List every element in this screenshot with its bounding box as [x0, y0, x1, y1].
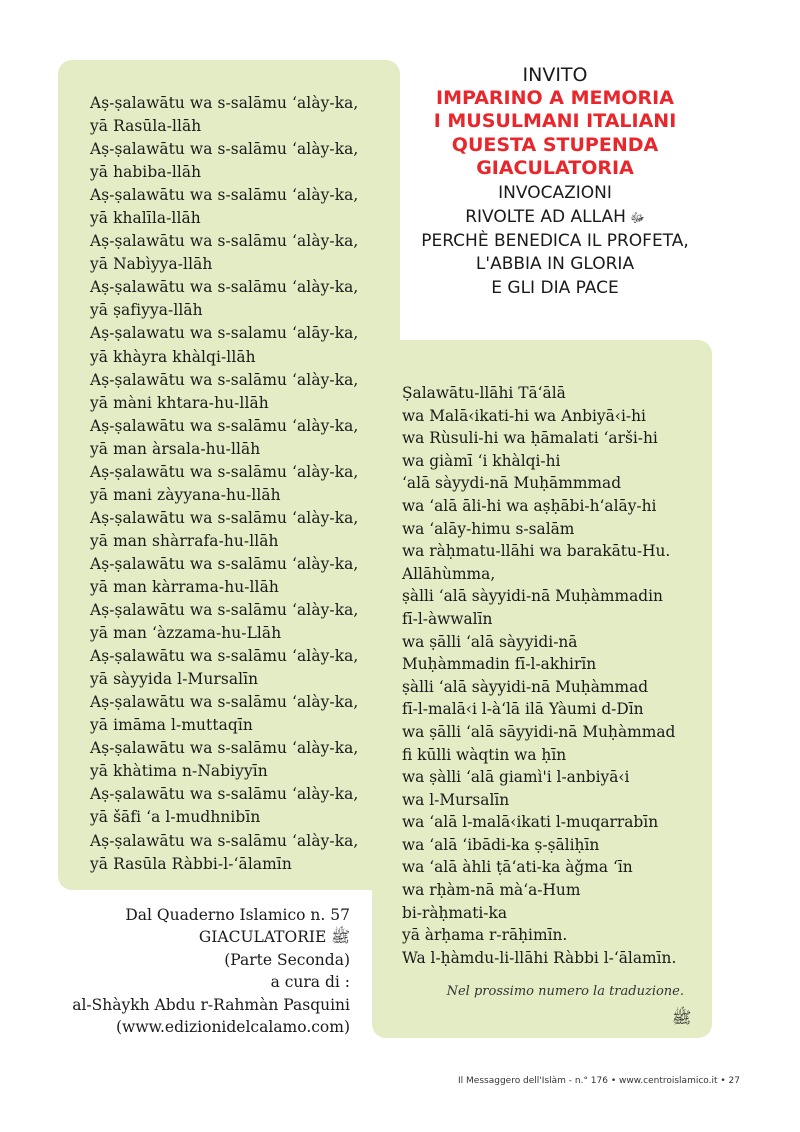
credit-line: GIACULATORIE ﷺ [198, 928, 350, 947]
prayer-line: bi-ràḥmati-ka [402, 903, 507, 922]
headline-line: I MUSULMANI ITALIANI [433, 110, 677, 133]
prayer-line: ṣàlli ʻalā sàyyidi-nā Muḥàmmad [402, 677, 649, 696]
prayer-line: yā mani zàyyana-hu-llāh [90, 485, 281, 504]
prayer-line: wa giàmī ʻi khàlqi-hi [402, 451, 561, 470]
prayer-line: wa ṣālli ʻalā sàyyidi-nā [402, 632, 578, 651]
prayer-line: wa Rùsuli-hi wa ḥāmalati ʻarši-hi [402, 429, 658, 448]
prayer-line: Aṣ-ṣalawātu wa s-salāmu ʻalày-ka, [90, 140, 359, 159]
prayer-line: yā man kàrrama-hu-llāh [90, 577, 279, 596]
credit-line: Dal Quaderno Islamico n. 57 [125, 906, 350, 924]
prayer-line: yā imāma l-muttaqīn [90, 716, 253, 735]
prayer-line: fi kūlli wàqtin wa ḥīn [402, 745, 567, 764]
prayer-line: Allāhùmma, [402, 564, 496, 583]
prayer-line: Aṣ-ṣalawatu wa s-salamu ʻalāy-ka, [90, 324, 359, 343]
prayer-line: fī-l-àwwalīn [402, 609, 493, 628]
credit-line: (Parte Seconda) [224, 950, 350, 969]
prayer-line: wa Malā‹ikati-hi wa Anbiyā‹i-hi [402, 406, 646, 425]
honorific-glyph: ﷺ [672, 1008, 692, 1027]
prayer-line: yā màni khtara-hu-llāh [90, 393, 269, 412]
subtitle [400, 182, 710, 300]
credit-line: (www.edizionidelcalamo.com) [116, 1018, 350, 1037]
prayer-line: yā šāfi ʻa l-mudhnibīn [90, 808, 261, 827]
credit-line: al-Shàykh Abdu r-Rahmàn Pasquini [72, 995, 350, 1014]
prayer-line: Aṣ-ṣalawātu wa s-salāmu ʻalày-ka, [90, 508, 359, 527]
prayer-line: wa ʻalā ʻibādi-ka ṣ-ṣāliḥīn [402, 835, 600, 854]
prayer-line: wa ṣàlli ʻalā giamì'i l-anbiyā‹i [402, 768, 630, 787]
subtitle-line: E GLI DIA PACE [491, 277, 619, 298]
prayer-line: yā Nabìyya-llāh [90, 255, 213, 274]
headline-line: IMPARINO A MEMORIA [436, 87, 674, 109]
prayer-line: wa ràḥmatu-llāhi wa barakātu-Hu. [402, 542, 671, 561]
invitation-header [400, 64, 710, 300]
prayer-line: Aṣ-ṣalawātu wa s-salāmu ʻalày-ka, [90, 831, 359, 850]
prayer-line: Aṣ-ṣalawātu wa s-salāmu ʻalày-ka, [90, 647, 359, 666]
prayer-line: yā man ʻàzzama-hu-Llāh [90, 624, 282, 643]
prayer-line: ʻalā sàyydi-nā Muḥāmmmad [402, 474, 622, 493]
prayer-line: Aṣ-ṣalawātu wa s-salāmu ʻalày-ka, [90, 370, 359, 389]
prayer-line: wa l-Mursalīn [402, 790, 510, 809]
prayer-line: Ṣalawātu-llāhi Tāʻālā [402, 384, 566, 402]
prayer-line: Aṣ-ṣalawātu wa s-salāmu ʻalày-ka, [90, 94, 359, 112]
prayer-line: wa rḥàm-nā màʻa-Hum [402, 881, 581, 900]
prayer-line: Aṣ-ṣalawātu wa s-salāmu ʻalày-ka, [90, 693, 359, 712]
prayer-line: wa ṣālli ʻalā sāyyidi-nā Muḥàmmad [402, 722, 676, 741]
prayer-line: yā khalīla-llāh [90, 209, 201, 228]
subtitle-line: L'ABBIA IN GLORIA [475, 254, 635, 275]
prayer-line: ṣàlli ʻalā sàyyidi-nā Muḥàmmadin [402, 587, 663, 606]
prayer-line: Aṣ-ṣalawātu wa s-salāmu ʻalày-ka, [90, 232, 359, 251]
prayer-line: Aṣ-ṣalawātu wa s-salāmu ʻalày-ka, [90, 739, 359, 758]
invito-label: INVITO [522, 64, 588, 86]
prayer-line: yā Rasūla Ràbbi-l-ʻālamīn [90, 854, 292, 873]
prayer-line: Muḥàmmadin fī-l-akhirīn [402, 655, 597, 674]
salawat-litany-left [90, 92, 390, 876]
prayer-line: Aṣ-ṣalawātu wa s-salāmu ʻalày-ka, [90, 785, 359, 804]
prayer-line: Aṣ-ṣalawātu wa s-salāmu ʻalày-ka, [90, 416, 359, 435]
source-credits [72, 904, 350, 1038]
prayer-line: yā man shàrrafa-hu-llāh [90, 531, 279, 550]
prayer-line: Aṣ-ṣalawātu wa s-salāmu ʻalày-ka, [90, 186, 359, 205]
prayer-line: yā Rasūla-llāh [90, 117, 202, 136]
prayer-line: wa ʻalāy-himu s-salām [402, 519, 575, 538]
subtitle-line: PERCHÈ BENEDICA IL PROFETA, [421, 231, 689, 251]
prayer-line: Aṣ-ṣalawātu wa s-salāmu ʻalày-ka, [90, 601, 359, 620]
prayer-line: wa ʻalā l-malā‹ikati l-muqarrabīn [402, 813, 659, 832]
page-footer: Il Messaggero dell'Islàm - n.° 176 • www.centroislamico.it • 27 [458, 1076, 740, 1086]
prayer-line: Aṣ-ṣalawātu wa s-salāmu ʻalày-ka, [90, 462, 359, 481]
prayer-line: yā àrḥama r-rāḥimīn. [402, 926, 568, 945]
prayer-line: Aṣ-ṣalawātu wa s-salāmu ʻalày-ka, [90, 554, 359, 573]
prayer-line: yā habiba-llāh [90, 163, 202, 182]
prayer-line: Aṣ-ṣalawātu wa s-salāmu ʻalày-ka, [90, 278, 359, 297]
prayer-line: wa ʻalā āli-hi wa aṣḥābi-hʻalāy-hi [402, 496, 657, 515]
prayer-line: yā sàyyida l-Mursalīn [90, 670, 259, 689]
headline-red [400, 87, 710, 180]
salawat-prayer-right [402, 382, 702, 969]
allah-seal-glyph: ﷻ [625, 210, 645, 226]
prayer-line: yā man àrsala-hu-llāh [90, 439, 261, 458]
prayer-line: yā ṣafiyya-llāh [90, 301, 203, 320]
prayer-line: fī-l-malā‹i l-àʻlā ilā Yàumi d-Dīn [402, 700, 644, 719]
headline-line: QUESTA STUPENDA [451, 133, 659, 156]
prayer-line: yā khàyra khàlqi-llāh [90, 347, 256, 366]
prayer-line: yā khàtima n-Nabiyyīn [90, 762, 268, 781]
prayer-line: Wa l-ḥàmdu-li-llāhi Ràbbi l-ʻālamīn. [402, 948, 677, 967]
headline-line: GIACULATORIA [476, 156, 634, 179]
credit-line: a cura di : [270, 973, 350, 992]
translation-note: Nel prossimo numero la traduzione. [446, 984, 684, 999]
subtitle-line: RIVOLTE AD ALLAH ﷻ [465, 206, 645, 227]
subtitle-line: INVOCAZIONI [498, 183, 612, 204]
prayer-line: wa ʻalā àhli ṭāʻati-ka àǧma ʻīn [402, 858, 633, 877]
